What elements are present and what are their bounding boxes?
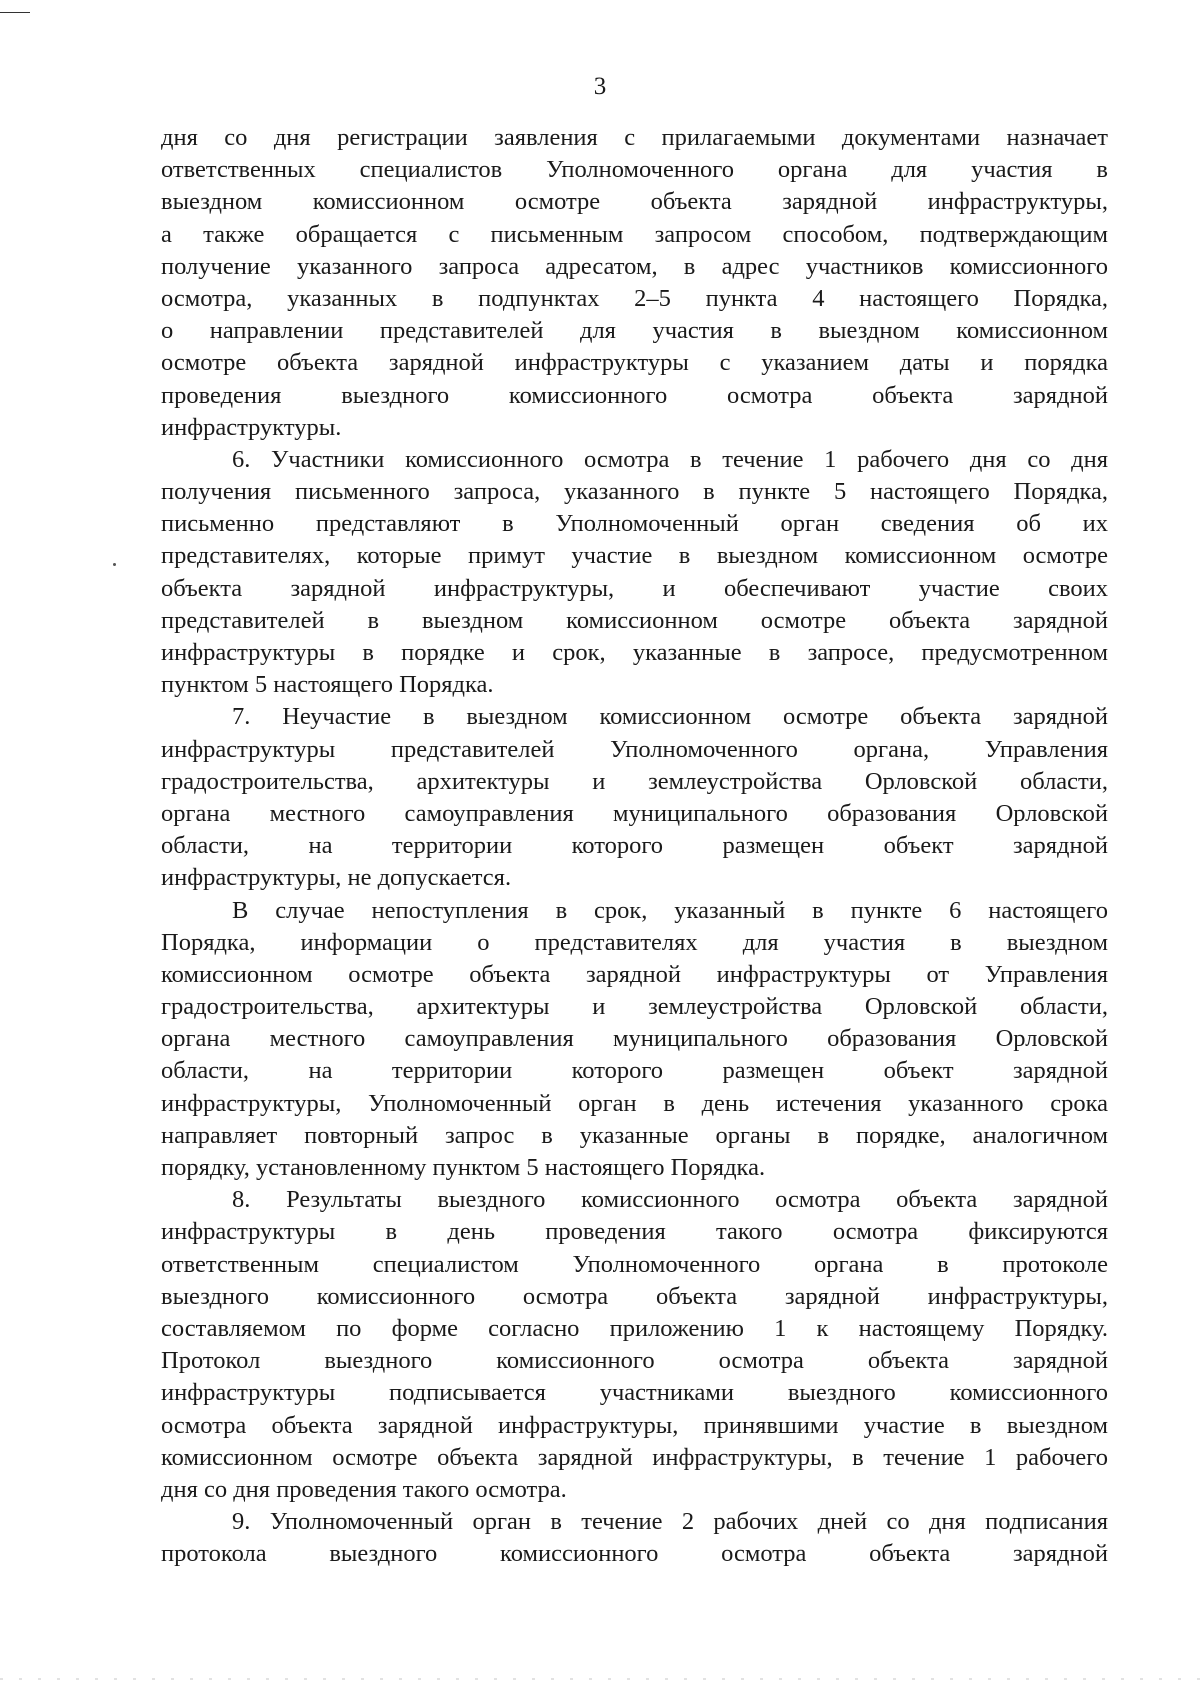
text-line: получение указанного запроса адресатом, в адрес участников комиссионного: [161, 252, 1108, 280]
text-line: 7. Неучастие в выездном комиссионном осмотре объекта зарядной: [232, 703, 1108, 731]
text-line: ответственных специалистов Уполномоченного органа для участия в: [161, 156, 1108, 184]
text-line: 8. Результаты выездного комиссионного осмотра объекта зарядной: [232, 1186, 1108, 1214]
text-line: инфраструктуры, не допускается.: [161, 864, 512, 892]
text-line: порядку, установленному пунктом 5 настоящего Порядка.: [161, 1154, 766, 1181]
text-line: объекта зарядной инфраструктуры, и обеспечивают участие своих: [161, 574, 1108, 602]
text-line: проведения выездного комиссионного осмотра объекта зарядной: [161, 381, 1108, 409]
text-line: комиссионном осмотре объекта зарядной инфраструктуры, в течение 1 рабочего: [161, 1443, 1108, 1471]
page-number: 3: [593, 73, 607, 100]
text-line: инфраструктуры представителей Уполномоченного органа, Управления: [161, 735, 1108, 763]
corner-scan-mark: [0, 12, 30, 13]
text-line: осмотра объекта зарядной инфраструктуры, принявшими участие в выездном: [161, 1411, 1108, 1439]
text-line: В случае непоступления в срок, указанный в пункте 6 настоящего: [232, 896, 1108, 924]
text-line: органа местного самоуправления муниципального образования Орловской: [161, 1025, 1108, 1053]
paragraph-p7b: [161, 895, 1108, 1185]
text-line: письменно представляют в Уполномоченный орган сведения об их: [161, 510, 1108, 538]
text-line: о направлении представителей для участия в выездном комиссионном: [161, 317, 1108, 345]
text-line: представителях, которые примут участие в выездном комиссионном осмотре: [161, 542, 1108, 570]
text-line: дня со дня проведения такого осмотра.: [161, 1475, 567, 1503]
paragraph-p7: [161, 701, 1108, 894]
scan-dot: [113, 563, 116, 566]
text-line: области, на территории которого размещен объект зарядной: [161, 1057, 1108, 1085]
text-line: выездного комиссионного осмотра объекта зарядной инфраструктуры,: [161, 1282, 1108, 1310]
text-line: направляет повторный запрос в указанные органы в порядке, аналогичном: [161, 1121, 1108, 1149]
text-line: осмотре объекта зарядной инфраструктуры с указанием даты и порядка: [161, 349, 1108, 377]
scan-noise-strip: [0, 1678, 1200, 1680]
text-line: инфраструктуры.: [161, 413, 342, 441]
text-line: градостроительства, архитектуры и землеустройства Орловской области,: [161, 767, 1108, 795]
document-body: [161, 122, 1108, 1570]
text-line: инфраструктуры в порядке и срок, указанные в запросе, предусмотренном: [161, 639, 1108, 666]
text-line: комиссионном осмотре объекта зарядной инфраструктуры от Управления: [161, 960, 1108, 988]
text-line: 6. Участники комиссионного осмотра в течение 1 рабочего дня со дня: [232, 445, 1108, 473]
text-line: протокола выездного комиссионного осмотра объекта зарядной: [161, 1540, 1108, 1568]
text-line: ответственным специалистом Уполномоченного органа в протоколе: [161, 1250, 1108, 1278]
text-line: а также обращается с письменным запросом способом, подтверждающим: [161, 220, 1108, 248]
text-line: инфраструктуры в день проведения такого осмотра фиксируются: [161, 1218, 1108, 1246]
text-line: градостроительства, архитектуры и землеустройства Орловской области,: [161, 993, 1108, 1021]
text-line: дня со дня регистрации заявления с прилагаемыми документами назначает: [161, 124, 1108, 151]
paragraph-p5-cont: [161, 122, 1108, 444]
paragraph-p6: [161, 444, 1108, 702]
text-line: инфраструктуры, Уполномоченный орган в день истечения указанного срока: [161, 1089, 1108, 1117]
text-line: инфраструктуры подписывается участниками выездного комиссионного: [161, 1379, 1108, 1407]
text-line: 9. Уполномоченный орган в течение 2 рабочих дней со дня подписания: [232, 1508, 1108, 1536]
text-line: представителей в выездном комиссионном осмотре объекта зарядной: [161, 606, 1108, 634]
text-line: пунктом 5 настоящего Порядка.: [161, 671, 494, 699]
text-line: получения письменного запроса, указанного в пункте 5 настоящего Порядка,: [161, 478, 1108, 506]
text-line: Протокол выездного комиссионного осмотра объекта зарядной: [161, 1347, 1108, 1375]
text-line: Порядка, информации о представителях для участия в выездном: [161, 928, 1108, 956]
text-line: составляемом по форме согласно приложению 1 к настоящему Порядку.: [161, 1314, 1108, 1342]
text-line: выездном комиссионном осмотре объекта зарядной инфраструктуры,: [161, 188, 1108, 216]
text-line: области, на территории которого размещен объект зарядной: [161, 832, 1108, 860]
paragraph-p9: [161, 1506, 1108, 1570]
paragraph-p8: [161, 1184, 1108, 1506]
text-line: осмотра, указанных в подпунктах 2–5 пункта 4 настоящего Порядка,: [161, 284, 1108, 312]
text-line: органа местного самоуправления муниципального образования Орловской: [161, 799, 1108, 827]
